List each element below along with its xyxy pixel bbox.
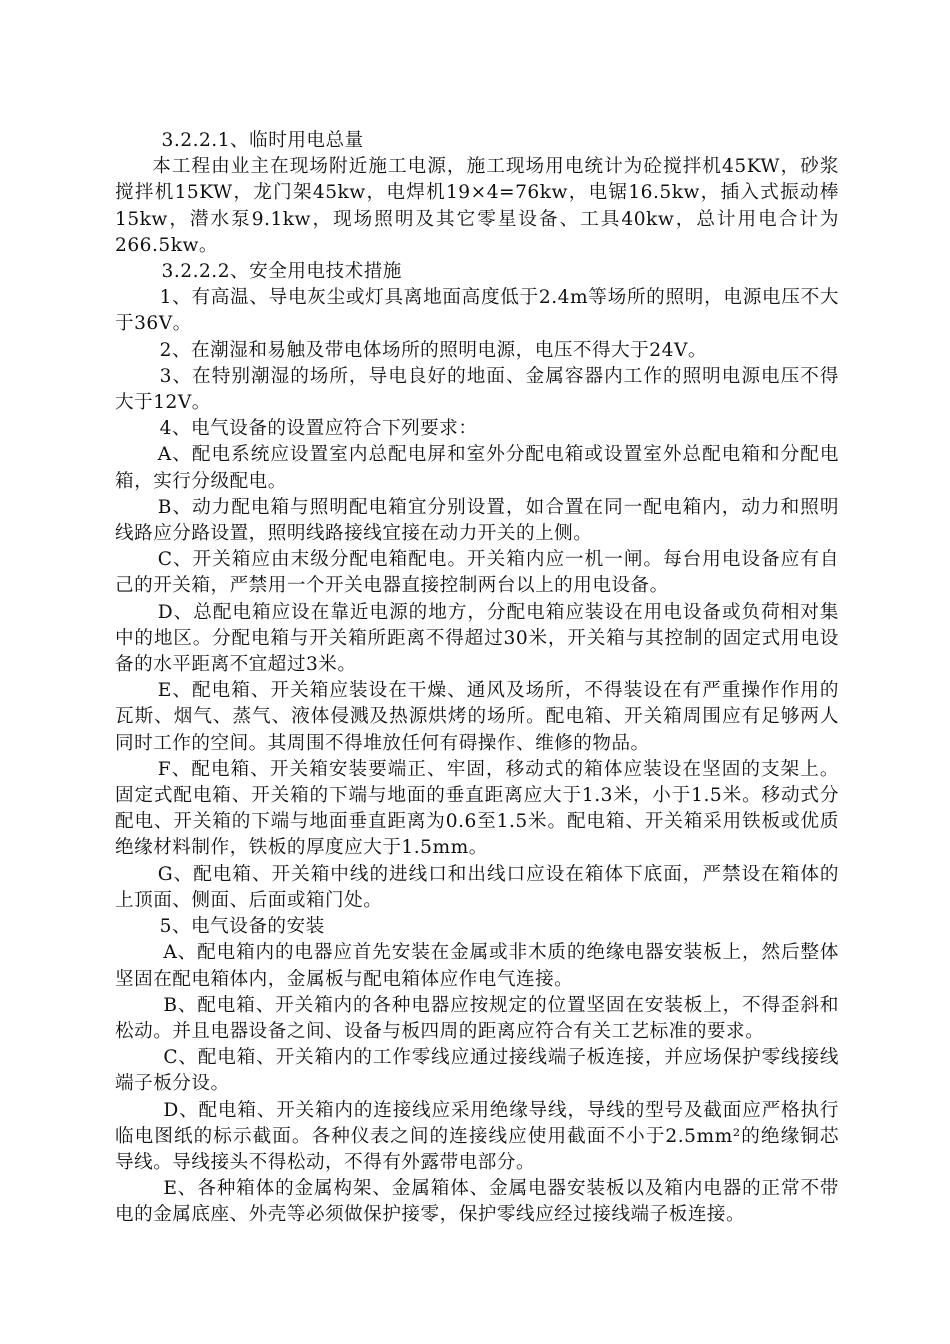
- list-item-4-b: B、动力配电箱与照明配电箱宜分别设置，如合置在同一配电箱内，动力和照明线路应分路设置，照明线路接线宜接在动力开关的上侧。: [115, 496, 839, 545]
- list-item-5-c: C、配电箱、开关箱内的工作零线应通过接线端子板连接，并应场保护零线接线端子板分设。: [115, 1047, 839, 1095]
- list-item-4-d: D、总配电箱应设在靠近电源的地方，分配电箱应装设在用电设备或负荷相对集中的地区。分配电箱与开关箱所距离不得超过30米，开关箱与其控制的固定式用电设备的水平距离不宜超过3米。: [115, 601, 839, 676]
- list-item-5-b: B、配电箱、开关箱内的各种电器应按规定的位置坚固在安装板上，不得歪斜和松动。并且电器设备之间、设备与板四周的距离应符合有关工艺标准的要求。: [115, 994, 839, 1042]
- document-body: [115, 128, 839, 1229]
- list-item-5-e: E、各种箱体的金属构架、金属箱体、金属电器安装板以及箱内电器的正常不带电的金属底座、外壳等必须做保护接零，保护零线应经过接线端子板连接。: [115, 1178, 839, 1226]
- list-item-4-e: E、配电箱、开关箱应装设在干燥、通风及场所，不得装设在有严重操作作用的瓦斯、烟气、蒸气、液体侵溅及热源烘烤的场所。配电箱、开关箱周围应有足够两人同时工作的空间。其周围不得堆放任何有碍操作、维修的物品。: [115, 680, 839, 754]
- list-item-2: 2、在潮湿和易触及带电体场所的照明电源，电压不得大于24V。: [159, 339, 707, 361]
- section-heading-safety-measures: 3.2.2.2、安全用电技术措施: [161, 261, 402, 283]
- list-item-4-f: F、配电箱、开关箱安装要端正、牢固，移动式的箱体应装设在坚固的支架上。固定式配电箱、开关箱的下端与地面的垂直距离应大于1.3米，小于1.5米。移动式分配电、开关箱的下端与地面垂直距离为0.6至1.5米。配电箱、开关箱采用铁板或优质绝缘材料制作，铁板的厚度应大于1.5mm。: [115, 758, 839, 859]
- paragraph-power-total: 本工程由业主在现场附近施工电源，施工现场用电统计为砼搅拌机45KW，砂浆搅拌机15KW，龙门架45kw，电焊机19×4=76kw，电锯16.5kw，插入式振动棒15kw，潜水泵9.1kw，现场照明及其它零星设备、工具40kw，总计用电合计为266.5kw。: [115, 156, 839, 256]
- list-item-4-g: G、配电箱、开关箱中线的进线口和出线口应设在箱体下底面，严禁设在箱体的上顶面、侧面、后面或箱门处。: [115, 863, 839, 911]
- list-item-1: 1、有高温、导电灰尘或灯具离地面高度低于2.4m等场所的照明，电源电压不大于36V。: [115, 287, 839, 335]
- list-item-5-a: A、配电箱内的电器应首先安装在金属或非木质的绝缘电器安装板上，然后整体坚固在配电箱体内，金属板与配电箱体应作电气连接。: [115, 942, 839, 990]
- list-item-5: 5、电气设备的安装: [159, 916, 325, 938]
- section-heading-total-power: 3.2.2.1、临时用电总量: [161, 130, 364, 151]
- list-item-4-a: A、配电系统应设置室内总配电屏和室外分配电箱或设置室外总配电箱和分配电箱，实行分级配电。: [115, 444, 839, 492]
- list-item-4: 4、电气设备的设置应符合下列要求：: [159, 418, 478, 440]
- list-item-3: 3、在特别潮湿的场所，导电良好的地面、金属容器内工作的照明电源电压不得大于12V。: [115, 365, 839, 414]
- list-item-5-d: D、配电箱、开关箱内的连接线应采用绝缘导线，导线的型号及截面应严格执行临电图纸的标示截面。各种仪表之间的连接线应使用截面不小于2.5mm²的绝缘铜芯导线。导线接头不得松动，不得有外露带电部分。: [115, 1099, 839, 1173]
- list-item-4-c: C、开关箱应由末级分配电箱配电。开关箱内应一机一闸。每台用电设备应有自己的开关箱，严禁用一个开关电器直接控制两台以上的用电设备。: [115, 549, 839, 597]
